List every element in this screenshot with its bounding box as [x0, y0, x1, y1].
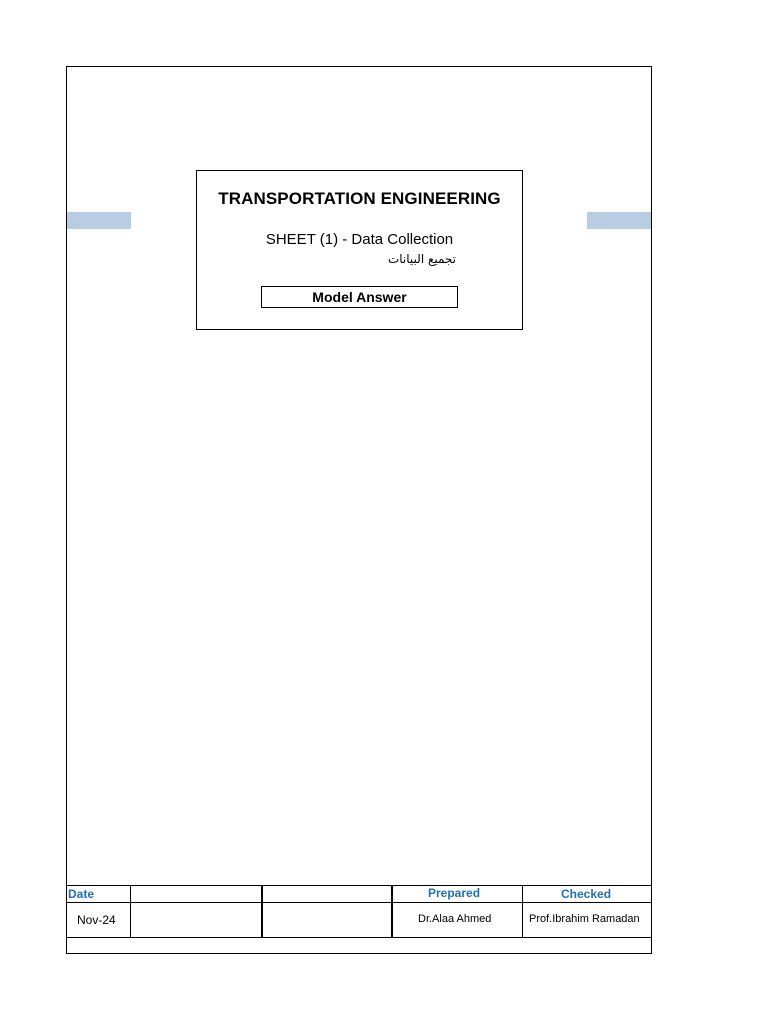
- footer-rule-mid: [66, 902, 652, 903]
- checked-header: Checked: [561, 887, 612, 901]
- prepared-header: Prepared: [428, 886, 481, 900]
- title-block: [196, 170, 523, 330]
- footer-col-divider-2: [261, 885, 263, 937]
- date-header: Date: [68, 887, 95, 901]
- decorative-band-right: [587, 212, 651, 229]
- checked-value: Prof.Ibrahim Ramadan: [529, 913, 640, 925]
- date-value: Nov-24: [77, 913, 116, 927]
- prepared-value: Dr.Alaa Ahmed: [418, 913, 492, 925]
- footer-col-divider-3: [391, 885, 393, 937]
- footer-rule-lower: [66, 937, 652, 938]
- model-answer-label: Model Answer: [261, 286, 458, 308]
- footer-col-divider-1: [130, 885, 131, 937]
- arabic-subtitle: تجميع البيانات: [387, 252, 456, 266]
- footer-table: [66, 885, 652, 954]
- sheet-title: SHEET (1) - Data Collection: [265, 231, 454, 248]
- footer-col-divider-4: [522, 885, 523, 937]
- decorative-band-left: [67, 212, 131, 229]
- footer-rule-top: [66, 885, 652, 886]
- course-title: TRANSPORTATION ENGINEERING: [218, 189, 501, 208]
